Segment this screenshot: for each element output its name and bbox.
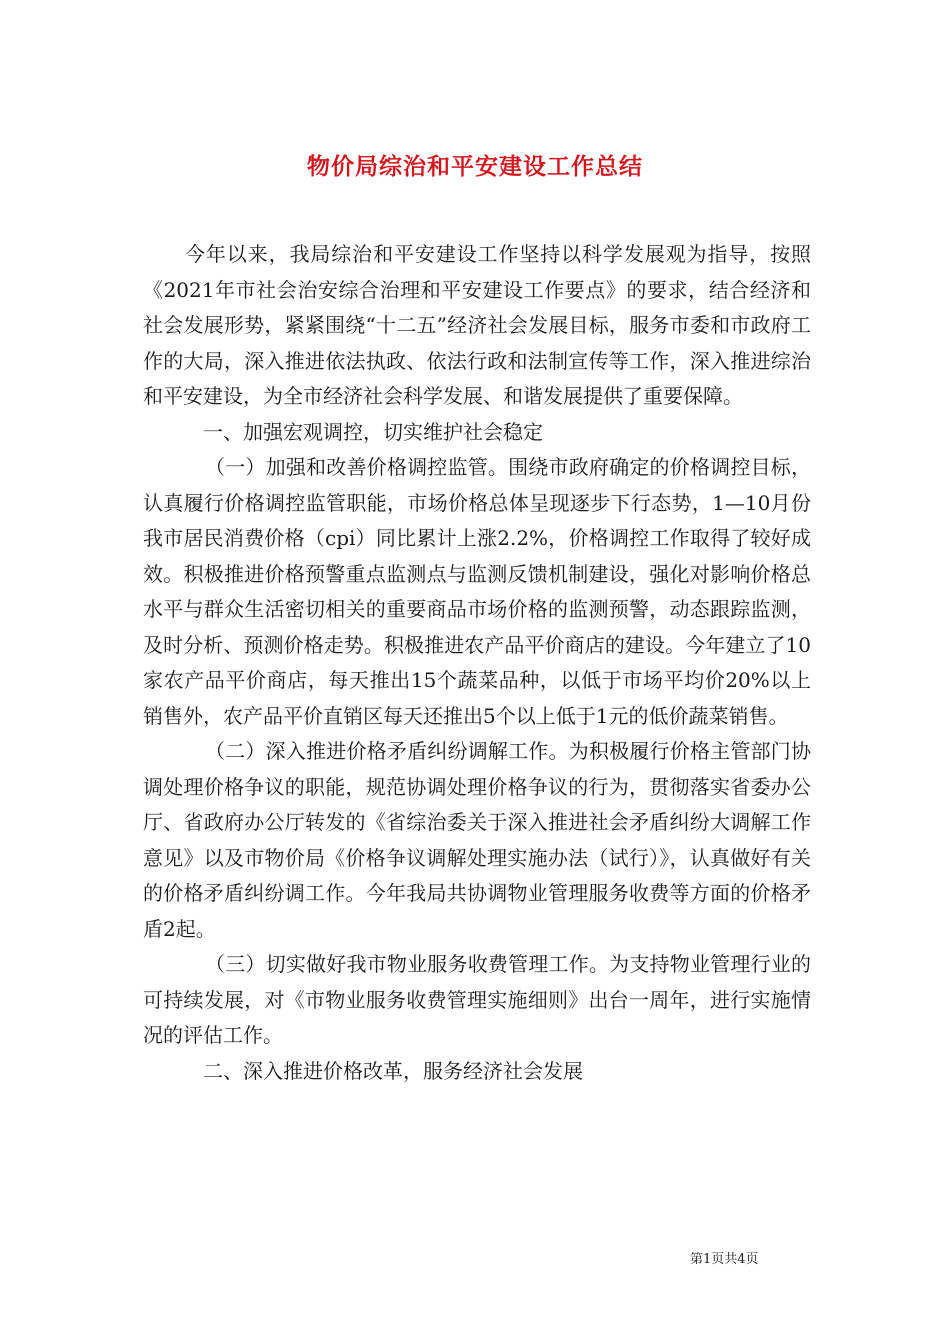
intro-paragraph: 今年以来，我局综治和平安建设工作坚持以科学发展观为指导，按照《2021年市社会治安综合治理和平安建设工作要点》的要求，结合经济和社会发展形势，紧紧围绕“十二五”经济社会发展目标，服务市委和市政府工作的大局，深入推进依法执政、依法行政和法制宣传等工作，深入推进综治和平安建设，为全市经济社会科学发展、和谐发展提供了重要保障。 xyxy=(143,242,811,408)
section-heading-1: 一、加强宏观调控，切实维护社会稳定 xyxy=(203,419,543,444)
subsection-paragraph-3: （三）切实做好我市物业服务收费管理工作。为支持物业管理行业的可持续发展，对《市物业服务收费管理实施细则》出台一周年，进行实施情况的评估工作。 xyxy=(143,952,811,1047)
section-heading-2: 二、深入推进价格改革，服务经济社会发展 xyxy=(203,1058,583,1083)
subsection-paragraph-1: （一）加强和改善价格调控监管。围绕市政府确定的价格调控目标，认真履行价格调控监管职能，市场价格总体呈现逐步下行态势，1—10月份我市居民消费价格（cpi）同比累计上涨2.2%，价格调控工作取得了较好成效。积极推进价格预警重点监测点与监测反馈机制建设，强化对影响价格总水平与群众生活密切相关的重要商品市场价格的监测预警，动态跟踪监测，及时分析、预测价格走势。积极推进农产品平价商店的建设。今年建立了10家农产品平价商店，每天推出15个蔬菜品种，以低于市场平均价20%以上销售外，农产品平价直销区每天还推出5个以上低于1元的低价蔬菜销售。 xyxy=(143,455,811,728)
subsection-paragraph-2: （二）深入推进价格矛盾纠纷调解工作。为积极履行价格主管部门协调处理价格争议的职能，规范协调处理价格争议的行为，贯彻落实省委办公厅、省政府办公厅转发的《省综治委关于深入推进社会矛盾纠纷大调解工作意见》以及市物价局《价格争议调解处理实施办法（试行）》，认真做好有关的价格矛盾纠纷调工作。今年我局共协调物业管理服务收费等方面的价格矛盾2起。 xyxy=(143,739,811,941)
document-body xyxy=(143,237,811,1089)
page-indicator: 第1页共4页 xyxy=(690,1252,759,1267)
document-title: 物价局综治和平安建设工作总结 xyxy=(307,153,643,181)
